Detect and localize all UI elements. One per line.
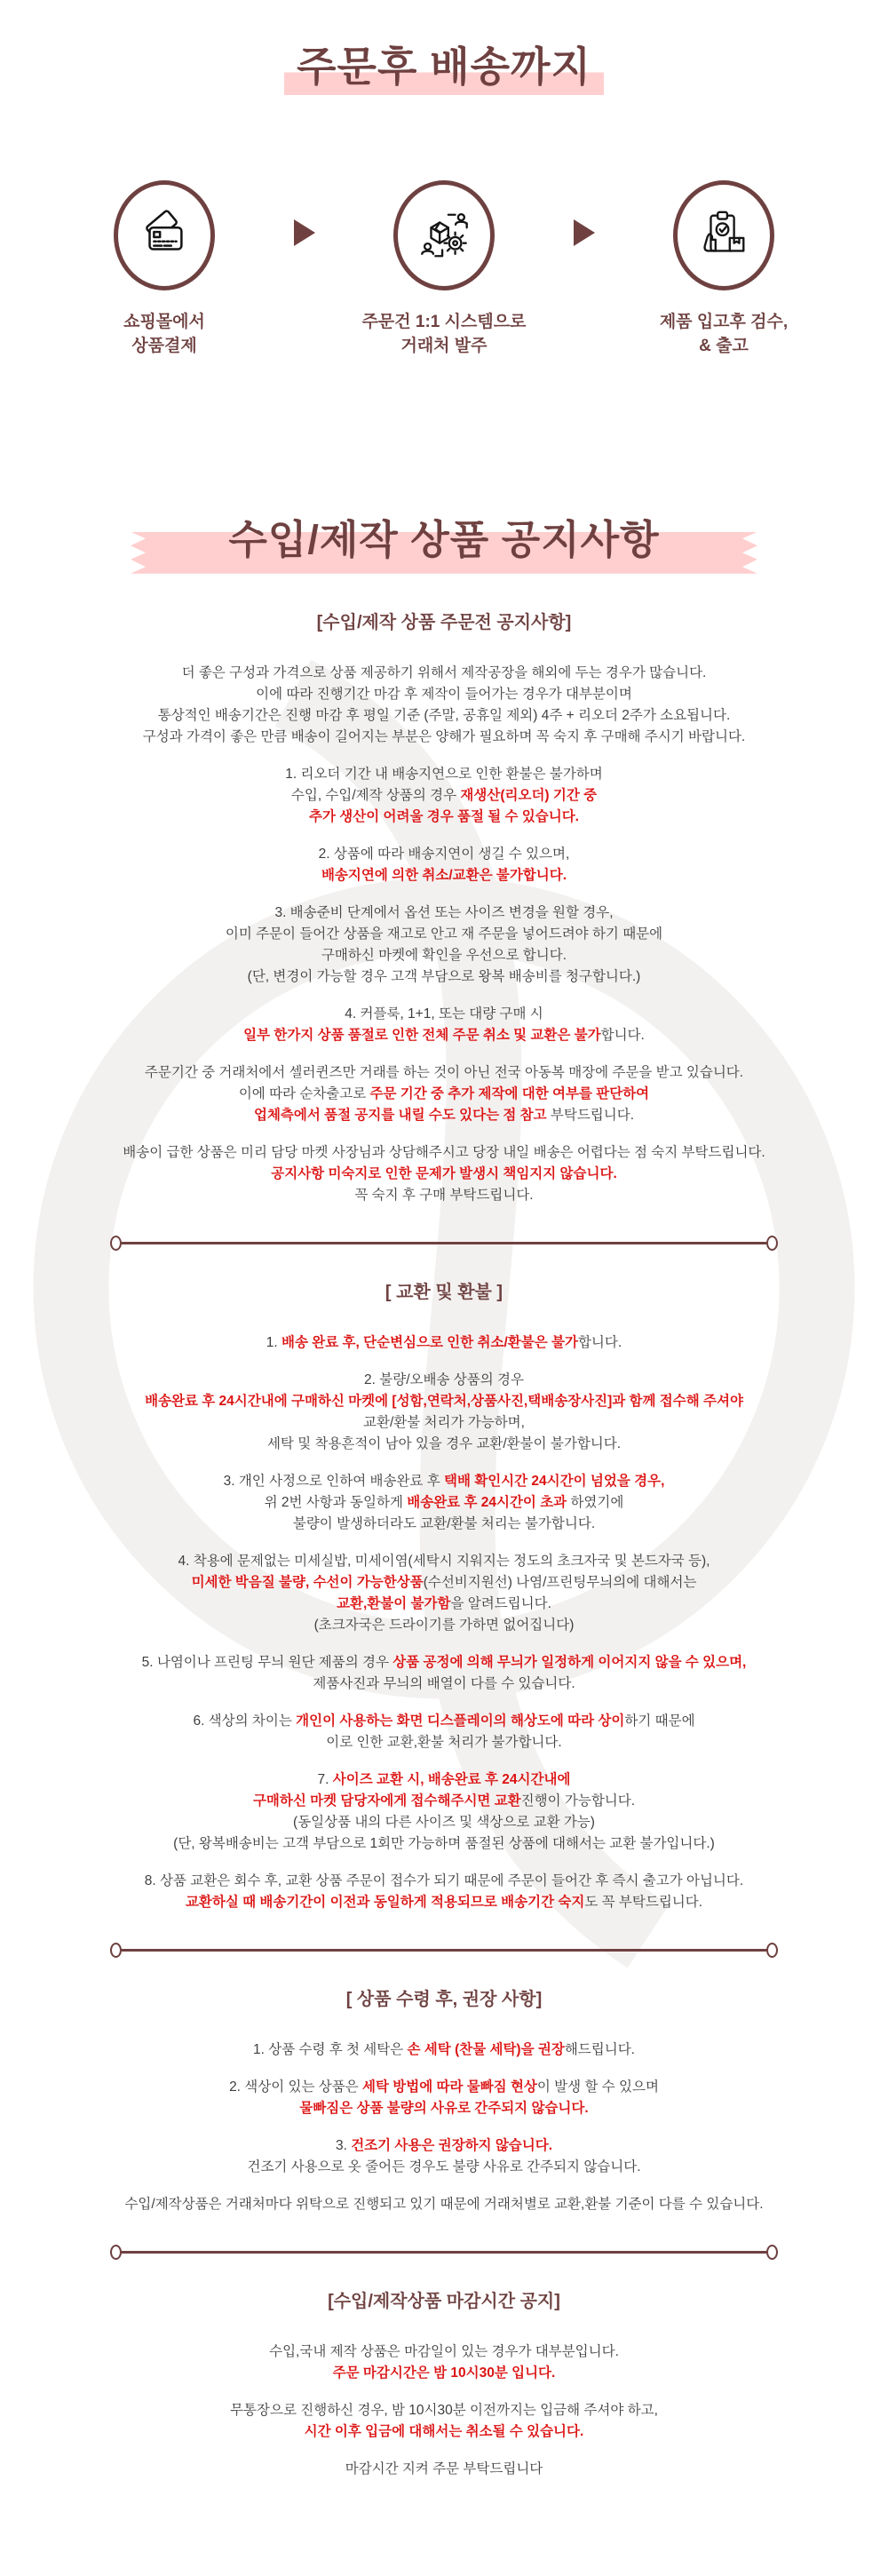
text-segment: 이미 주문이 들어간 상품을 재고로 안고 재 주문을 넣어드려야 하기 때문에 <box>225 926 663 942</box>
divider-ring-icon <box>766 2245 778 2260</box>
notice-line <box>36 1892 852 1913</box>
text-segment: 배송완료 후 24시간이 초과 <box>407 1494 567 1510</box>
text-segment: 주문기간 중 거래처에서 셀러퀸즈만 거래를 하는 것이 아닌 전국 아동복 매장에 주문을 받고 있습니다. <box>144 1064 744 1080</box>
notice-paragraph <box>36 1332 852 1354</box>
section-header: [수입/제작 상품 주문전 공지사항] <box>316 612 572 632</box>
page-title: 주문후 배송까지 <box>284 44 604 95</box>
notice-line <box>36 2098 852 2119</box>
text-segment: 배송이 급한 상품은 미리 담당 마켓 사장님과 상담해주시고 당장 내일 배송은 어렵다는 점 숙지 부탁드립니다. <box>123 1144 765 1160</box>
text-segment: 7. <box>317 1771 333 1787</box>
text-segment: 개인이 사용하는 화면 디스플레이의 해상도에 따라 상이 <box>296 1713 625 1729</box>
text-segment: (단, 변경이 가능할 경우 고객 부담으로 왕복 배송비를 청구합니다.) <box>247 968 641 984</box>
notice-paragraph <box>36 1652 852 1695</box>
notice-line <box>36 785 852 807</box>
text-segment: 3. 개인 사정으로 인하여 배송완료 후 <box>223 1473 444 1489</box>
section-header: [ 교환 및 환불 ] <box>385 1282 503 1302</box>
notice-line <box>36 1412 852 1434</box>
text-segment: 이에 따라 진행기간 마감 후 제작이 들어가는 경우가 대부분이며 <box>256 686 632 702</box>
text-segment: 이 발생 할 수 있으며 <box>536 2079 659 2095</box>
notice-line <box>36 2039 852 2061</box>
notice-line <box>36 2194 852 2215</box>
text-segment: (단, 왕복배송비는 고객 부담으로 1회만 가능하며 품절된 상품에 대해서는 교환 불가입니다.) <box>173 1835 715 1851</box>
text-segment: 배송지연에 의한 취소/교환은 불가합니다. <box>321 867 567 883</box>
divider-ring-icon <box>110 2245 122 2260</box>
order-process-flow <box>62 180 826 359</box>
notice-line <box>36 1572 852 1594</box>
notice-paragraph <box>36 764 852 828</box>
text-segment: 배송완료 후 24시간내에 구매하신 마켓에 [성함,연락처,상품사진,택배송장사진]과 함께 접수해 주셔야 <box>145 1393 743 1409</box>
text-segment: 주문 기간 중 추가 제작에 대한 여부를 판단하여 <box>369 1085 650 1101</box>
text-segment: 교환,환불이 불가함 <box>337 1595 451 1611</box>
step-label <box>62 310 266 359</box>
notice-line <box>36 2363 852 2384</box>
text-segment: (동일상품 내의 다른 사이즈 및 색상으로 교환 가능) <box>293 1814 595 1830</box>
text-segment: 추가 생산이 어려울 경우 품절 될 수 있습니다. <box>309 808 579 824</box>
notice-paragraph <box>36 663 852 748</box>
text-segment: (초크자국은 드라이기를 가하면 없어집니다) <box>313 1617 575 1633</box>
text-segment: 8. 상품 교환은 회수 후, 교환 상품 주문이 접수가 되기 때문에 주문이 들어간 후 즉시 출고가 아닙니다. <box>144 1872 744 1888</box>
notice-line <box>36 1471 852 1492</box>
text-segment: 위 2번 사항과 동일하게 <box>264 1494 408 1510</box>
text-segment: 업체측에서 품절 공지를 내릴 수도 있다는 점 참고 <box>253 1107 547 1123</box>
notice-line <box>36 1615 852 1636</box>
text-segment: 3. <box>335 2137 352 2153</box>
notice-paragraph <box>36 1142 852 1206</box>
text-segment: 건조기 사용은 권장하지 않습니다. <box>351 2137 553 2153</box>
notice-line <box>36 1004 852 1025</box>
text-segment: 1. <box>266 1334 282 1350</box>
text-segment: 재생산(리오더) 기간 중 <box>460 787 598 803</box>
notice-line <box>36 1084 852 1105</box>
text-segment: 세탁 및 착용흔적이 남아 있을 경우 교환/환불이 불가합니다. <box>266 1435 622 1451</box>
text-segment: 손 세탁 (찬물 세탁)을 권장 <box>407 2041 565 2057</box>
text-segment: 구매하신 마켓에 확인을 우선으로 합니다. <box>321 947 567 963</box>
text-segment: 주문 마감시간은 밤 10시30분 입니다. <box>332 2365 556 2381</box>
text-segment: 교환하실 때 배송기간이 이전과 동일하게 적용되므로 배송기간 숙지 <box>185 1894 585 1910</box>
divider-ring-icon <box>766 1943 778 1958</box>
text-segment: 불량이 발생하더라도 교환/환불 처리는 불가합니다. <box>292 1515 596 1531</box>
text-segment: 꼭 숙지 후 구매 부탁드립니다. <box>354 1187 534 1203</box>
text-segment: 1. 상품 수령 후 첫 세탁은 <box>253 2041 408 2057</box>
text-segment: 하기 때문에 <box>624 1713 695 1729</box>
text-segment: 수입/제작상품은 거래처마다 위탁으로 진행되고 있기 때문에 거래처별로 교환,환불 기준이 다를 수 있습니다. <box>124 2196 764 2212</box>
notice-line <box>36 1551 852 1572</box>
step-circle <box>393 180 495 290</box>
notice-paragraph <box>36 1062 852 1126</box>
order-system-icon <box>416 208 472 263</box>
step-label-line: 상품결제 <box>131 337 197 356</box>
text-segment: 사이즈 교환 시, 배송완료 후 24시간내에 <box>332 1771 571 1787</box>
text-segment: 1. 리오더 기간 내 배송지연으로 인한 환불은 불가하며 <box>285 766 603 782</box>
notice-line <box>36 1514 852 1535</box>
notice-line <box>36 1164 852 1185</box>
divider-ring-icon <box>110 1943 122 1958</box>
text-segment: 상품 공정에 의해 무늬가 일정하게 이어지지 않을 수 있으며, <box>392 1654 747 1670</box>
notice-paragraph <box>36 902 852 988</box>
text-segment: 6. 색상의 차이는 <box>193 1713 297 1729</box>
notice-line <box>36 705 852 727</box>
text-segment: 을 알려드립니다. <box>450 1595 551 1611</box>
notice-line <box>36 1732 852 1753</box>
text-segment: 진행이 가능합니다. <box>520 1793 636 1809</box>
text-segment: (수선비지원선) 나염/프린팅무늬의에 대해서는 <box>423 1574 697 1590</box>
divider-line <box>122 2251 766 2254</box>
hero-section <box>0 0 888 95</box>
notice-line <box>36 764 852 785</box>
notice-line <box>36 1492 852 1514</box>
arrow-right-icon <box>294 219 315 246</box>
text-segment: 도 꼭 부탁드립니다. <box>584 1894 703 1910</box>
text-segment: 3. 배송준비 단계에서 옵션 또는 사이즈 변경을 원할 경우, <box>274 904 614 920</box>
notice-line <box>36 2157 852 2178</box>
notice-paragraph <box>36 1551 852 1636</box>
section-header: [수입/제작상품 마감시간 공지] <box>328 2291 560 2311</box>
notice-line <box>36 2459 852 2480</box>
notice-line <box>36 1025 852 1046</box>
notice-paragraph <box>36 2459 852 2480</box>
notice-line <box>36 902 852 924</box>
notice-line <box>36 1391 852 1412</box>
text-segment: 시간 이후 입금에 대해서는 취소될 수 있습니다. <box>304 2423 584 2439</box>
text-segment: 5. 나염이나 프린팅 무늬 원단 제품의 경우 <box>141 1654 393 1670</box>
section-divider <box>110 1944 778 1958</box>
notice-line <box>36 1674 852 1695</box>
notice-banner <box>131 492 757 574</box>
inspection-ship-icon <box>696 208 751 263</box>
notice-line <box>36 2077 852 2098</box>
step-label-line: 거래처 발주 <box>400 337 488 356</box>
text-segment: 더 좋은 구성과 가격으로 상품 제공하기 위해서 제작공장을 해외에 두는 경우가 많습니다. <box>181 664 707 680</box>
notice-line <box>36 1769 852 1791</box>
text-segment: 수입, 수입/제작 상품의 경우 <box>290 787 461 803</box>
text-segment: 물빠짐은 상품 불량의 사유로 간주되지 않습니다. <box>299 2100 589 2116</box>
notice-line <box>36 1652 852 1674</box>
section-divider <box>110 1236 778 1251</box>
text-segment: 구성과 가격이 좋은 만큼 배송이 길어지는 부분은 양해가 필요하며 꼭 숙지 후 구매해 주시기 바랍니다. <box>142 728 746 744</box>
divider-line <box>122 1949 766 1952</box>
text-segment: 구매하신 마켓 담당자에게 접수해주시면 교환 <box>252 1793 521 1809</box>
notice-line <box>36 924 852 945</box>
text-segment: 합니다. <box>577 1334 622 1350</box>
step-label <box>342 310 546 359</box>
divider-line <box>122 1242 766 1245</box>
text-segment: 4. 착용에 문제없는 미세실밥, 미세이염(세탁시 지워지는 정도의 초크자국 및 본드자국 등), <box>178 1553 710 1569</box>
notice-line <box>36 2341 852 2363</box>
text-segment: 건조기 사용으로 옷 줄어든 경우도 불량 사유로 간주되지 않습니다. <box>247 2159 641 2174</box>
text-segment: 마감시간 지켜 주문 부탁드립니다 <box>345 2461 543 2477</box>
text-segment: 통상적인 배송기간은 진행 마감 후 평일 기준 (주말, 공휴일 제외) 4주 + 리오더 2주가 소요됩니다. <box>157 707 731 723</box>
step-label-line: & 출고 <box>699 337 749 356</box>
notice-paragraph <box>36 2039 852 2061</box>
text-segment: 배송 완료 후, 단순변심으로 인한 취소/환불은 불가 <box>281 1334 578 1350</box>
text-segment: 수입,국내 제작 상품은 마감일이 있는 경우가 대부분입니다. <box>269 2343 619 2359</box>
notice-paragraph <box>36 1871 852 1913</box>
text-segment: 택배 확인시간 24시간이 넘었을 경우, <box>443 1473 665 1489</box>
notice-paragraph <box>36 1711 852 1753</box>
notice-line <box>36 945 852 966</box>
section-header: [ 상품 수령 후, 권장 사항] <box>345 1989 543 2009</box>
text-segment: 이로 인한 교환,환불 처리가 불가합니다. <box>326 1734 562 1750</box>
step-label-line: 제품 입고후 검수, <box>659 312 789 331</box>
notice-line <box>36 865 852 886</box>
text-segment: 합니다. <box>600 1027 645 1043</box>
process-step-inspection <box>622 180 826 359</box>
text-segment: 공지사항 미숙지로 인한 문제가 발생시 책임지지 않습니다. <box>271 1165 617 1181</box>
notice-line <box>36 2400 852 2421</box>
text-segment: 제품사진과 무늬의 배열이 다를 수 있습니다. <box>313 1675 575 1691</box>
process-step-payment <box>62 180 266 359</box>
notice-line <box>36 727 852 748</box>
notice-paragraph <box>36 1370 852 1455</box>
arrow-right-icon <box>574 219 595 246</box>
notice-line <box>36 807 852 828</box>
notice-paragraph <box>36 2194 852 2215</box>
divider-ring-icon <box>766 1236 778 1251</box>
notice-line <box>36 1791 852 1812</box>
text-segment: 2. 불량/오배송 상품의 경우 <box>364 1371 524 1387</box>
notice-line <box>36 1142 852 1164</box>
notice-banner-title: 수입/제작 상품 공지사항 <box>228 516 660 562</box>
notice-line <box>36 1833 852 1855</box>
text-segment: 하였기에 <box>567 1494 624 1510</box>
notice-paragraph <box>36 2077 852 2119</box>
notice-line <box>36 1434 852 1455</box>
notice-line <box>36 844 852 865</box>
notice-line <box>36 1332 852 1354</box>
notice-line <box>36 1370 852 1391</box>
credit-card-icon <box>137 208 192 263</box>
notice-line <box>36 1062 852 1084</box>
notice-paragraph <box>36 1004 852 1046</box>
notice-line <box>36 1711 852 1732</box>
notice-paragraph <box>36 844 852 886</box>
text-segment: 교환/환불 처리가 가능하며, <box>363 1414 525 1430</box>
notice-line <box>36 1185 852 1206</box>
text-segment: 해드립니다. <box>564 2041 635 2057</box>
process-step-order-system <box>342 180 546 359</box>
step-label <box>622 310 826 359</box>
text-segment: 이에 따라 순차출고로 <box>238 1085 370 1101</box>
notice-body <box>0 611 888 2480</box>
step-label-line: 쇼핑몰에서 <box>123 312 205 331</box>
notice-paragraph <box>36 1471 852 1535</box>
text-segment: 부탁드립니다. <box>546 1107 635 1123</box>
text-segment: 4. 커플룩, 1+1, 또는 대량 구매 시 <box>345 1006 543 1022</box>
notice-line <box>36 1812 852 1833</box>
notice-paragraph <box>36 2400 852 2443</box>
step-circle <box>673 180 774 290</box>
text-segment: 2. 색상이 있는 상품은 <box>229 2079 362 2095</box>
notice-line <box>36 684 852 705</box>
step-circle <box>114 180 215 290</box>
text-segment: 세탁 방법에 따라 물빠짐 현상 <box>362 2079 537 2095</box>
text-segment: 일부 한가지 상품 품절로 인한 전체 주문 취소 및 교환은 불가 <box>243 1027 601 1043</box>
notice-line <box>36 966 852 988</box>
notice-paragraph <box>36 2135 852 2178</box>
text-segment: 2. 상품에 따라 배송지연이 생길 수 있으며, <box>318 846 570 862</box>
text-segment: 무통장으로 진행하신 경우, 밤 10시30분 이전까지는 입금해 주셔야 하고, <box>230 2402 658 2418</box>
notice-line <box>36 1594 852 1615</box>
notice-paragraph <box>36 1769 852 1855</box>
notice-paragraph <box>36 2341 852 2384</box>
notice-line <box>36 1871 852 1892</box>
divider-ring-icon <box>110 1236 122 1251</box>
notice-line <box>36 1105 852 1126</box>
notice-line <box>36 663 852 684</box>
notice-line <box>36 2421 852 2443</box>
step-label-line: 주문건 1:1 시스템으로 <box>361 312 527 331</box>
section-divider <box>110 2246 778 2260</box>
text-segment: 미세한 박음질 불량, 수선이 가능한상품 <box>191 1574 424 1590</box>
notice-line <box>36 2135 852 2157</box>
